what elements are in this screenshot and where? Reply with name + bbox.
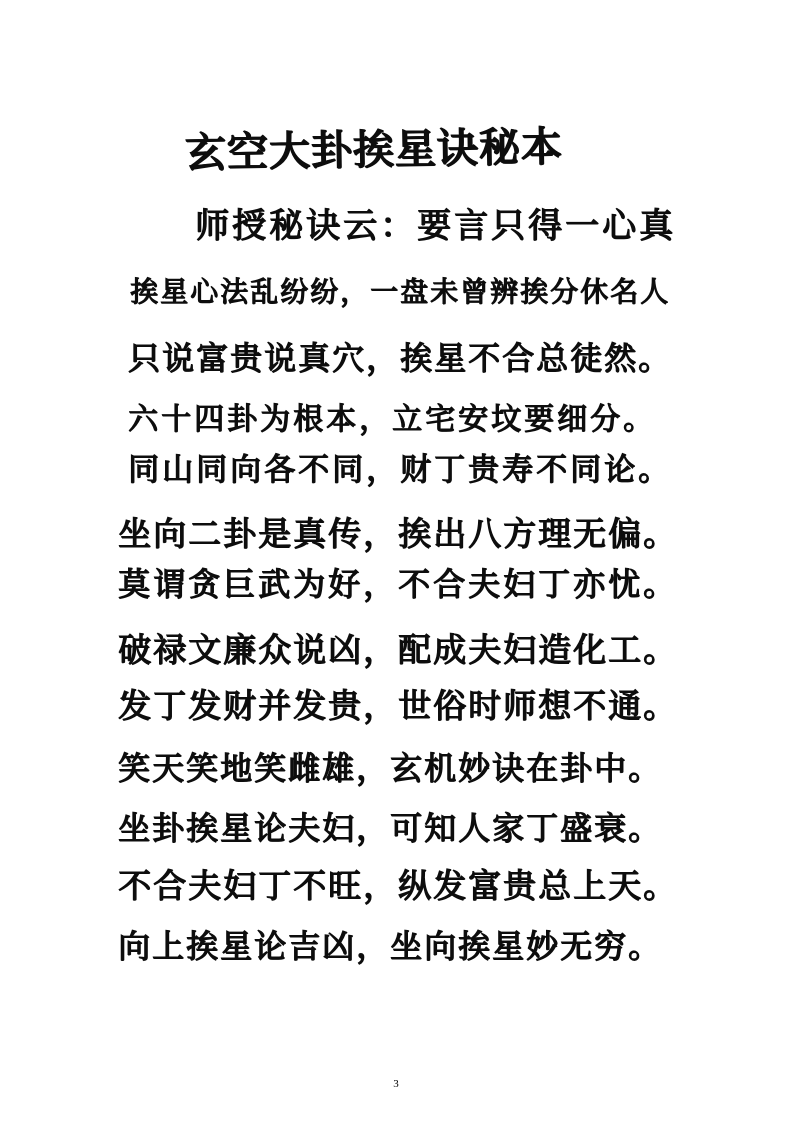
manuscript-line: 坐卦挨星论夫妇，可知人家丁盛衰。	[118, 809, 663, 847]
page-number: 3	[393, 1078, 399, 1090]
manuscript-line: 莫谓贪巨武为好，不合夫妇丁亦忧。	[118, 565, 679, 603]
manuscript-line: 坐向二卦是真传，挨出八方理无偏。	[118, 514, 678, 553]
manuscript-line: 向上挨星论吉凶，坐向挨星妙无穷。	[118, 927, 663, 965]
manuscript-line: 同山同向各不同，财丁贵寿不同论。	[128, 452, 672, 488]
manuscript-line: 只说富贵说真穴，挨星不合总徒然。	[128, 339, 673, 377]
manuscript-line: 挨星心法乱纷纷，一盘未曾辨挨分休名人	[130, 275, 671, 308]
manuscript-line: 六十四卦为根本，立宅安坟要细分。	[128, 402, 656, 437]
manuscript-line: 师授秘诀云：要言只得一心真	[195, 206, 676, 246]
manuscript-line: 笑天笑地笑雌雄，玄机妙诀在卦中。	[118, 749, 663, 787]
manuscript-line: 发丁发财并发贵，世俗时师想不通。	[118, 686, 678, 725]
manuscript-title: 玄空大卦挨星诀秘本	[184, 122, 564, 177]
manuscript-line: 破禄文廉众说凶，配成夫妇造化工。	[118, 630, 678, 669]
manuscript-line: 不合夫妇丁不旺，纵发富贵总上天。	[118, 866, 678, 905]
